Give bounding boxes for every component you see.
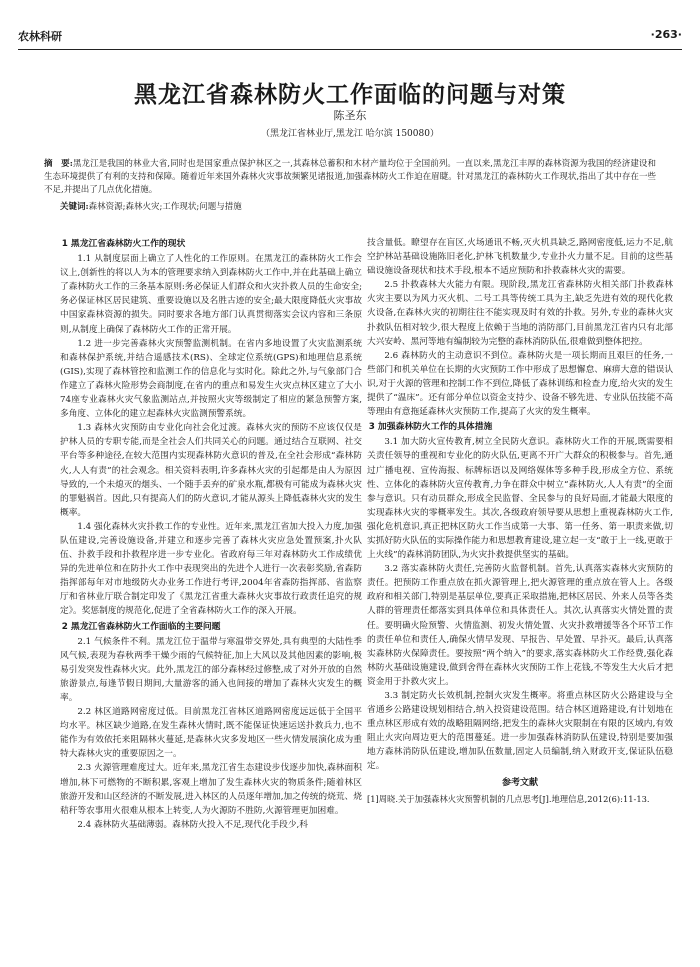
paragraph-3-2: 3.2 落实森林防火责任,完善防火监督机制。首先,认真落实森林火灾预防的责任。把预防工作重点放在抓火源管理上,把火源管理的重点放在管人上。各级政府和相关部门,特别是基层单位,要真正采取措施,把林区居民、外来人员等各类人群的管理责任都落实到具体单位和具体责任人。其次,认真落实火情处置的责任。要明确火险预警、火情监测、初发火情处置、火灾扑救增援等各个环节工作的责任单位和责任人,确保火情早发现、早报告、早处置、早扑灭。最后,认真落实森林防火保障责任。要按照“两个纳入”的要求,落实森林防火工作经费,强化森林防火基础设施建设,做到舍得在森林火灾预防工作上花钱,不等发生大火后才把资金用于扑救火灾上。 [367, 564, 673, 687]
paragraph-2-6: 2.6 森林防火的主动意识不到位。森林防火是一项长期而且艰巨的任务,一些部门和机关单位在长期的火灾预防工作中形成了思想懈怠、麻痹大意的错误认识,对于火源的管理和控制工作不到位,降低了森林训练和检查力度,给火灾的发生提供了“温床”。还有部分单位以资金支持少、设备不够先进、专业队伍技能不高等理由有意拖延森林火灾预防工作,提高了火灾的发生概率。 [367, 350, 673, 418]
paragraph-2-4: 2.4 森林防火基础薄弱。森林防火投入不足,现代化手段少,科 [77, 819, 308, 830]
abstract [44, 158, 656, 197]
journal-name: 农林科研 [18, 30, 62, 43]
paragraph-1-4: 1.4 强化森林火灾扑救工作的专业性。近年来,黑龙江省加大投入力度,加强队伍建设,完善设施设备,并建立和逐步完善了森林火灾应急处置预案,扑火队伍、扑救手段和扑救程序进一步专业化。省政府每三年对森林防火工作成绩优异的先进单位和在防扑火工作中表现突出的先进个人进行一次表彰奖励,省森防指挥部每年对市地级防火办业务工作进行考评,2004年省森防指挥部、省监察厅和省林业厅联合制定印发了《黑龙江省重大森林火灾事故行政责任追究的规定》。奖惩制度的规范化,促进了全省森林防火工作的深入开展。 [60, 521, 362, 617]
affiliation: （黑龙江省林业厅,黑龙江 哈尔滨 150080） [261, 129, 439, 139]
keywords [60, 201, 656, 214]
references-heading: 参考文献 [501, 777, 538, 788]
paragraph-2-5: 2.5 扑救森林大火能力有限。现阶段,黑龙江省森林防火相关部门扑救森林火灾主要以为风力灭火机、二号工具等传统工具为主,缺乏先进有效的现代化救火设备,在森林火灾的初期往往不能实现及时有效的扑救。另外,专业的森林火灾扑救队伍相对较少,很大程度上依赖于当地的消防部门,目前黑龙江省内只有北部大兴安岭、黑河等地有编制较为完整的森林消防队伍,很难做到整体把控。 [367, 280, 673, 347]
keywords-text: 森林资源;森林火灾;工作现状;问题与措施 [88, 202, 242, 212]
header-rule [18, 49, 682, 50]
section-heading-2: 2 黑龙江省森林防火工作面临的主要问题 [61, 621, 221, 632]
left-column [60, 236, 362, 954]
section-heading-1: 1 黑龙江省森林防火工作的现状 [61, 239, 186, 249]
paragraph-1-1: 1.1 从制度层面上确立了人性化的工作原则。在黑龙江的森林防火工作会议上,创新性的将以人为本的管理要求纳入到森林防火工作中,并在此基础上确立了森林防火工作的三条基本原则:务必保证人们群众和火灾扑救人员的生命安全;务必保证林区居民建筑、重要设施以及名胜古迹的安全;最大限度降低火灾事故中国家森林资源的损失。同时要求各地方部门认真贯彻落实会议内容和三条原则,从制度上确保了森林防火工作的正常开展。 [60, 254, 362, 335]
paragraph-1-2: 1.2 进一步完善森林火灾预警监测机制。在省内多地设置了火灾监测系统和森林保护系统,并结合遥感技术(RS)、全球定位系统(GPS)和地理信息系统(GIS),实现了森林管控和监测工作的信息化与实时化。除此之外,与气象部门合作建立了森林火险形势会商制度,在省内的重点和易发生火灾点林区建立了大小74座专业森林火灾气象监测站点,并按照火灾等级制定了相应的紧急预警方案,多角度、立体化的建立起森林火灾监测预警系统。 [60, 338, 362, 420]
author: 陈圣东 [333, 109, 367, 122]
page-number: ·263· [650, 28, 682, 41]
abstract-label: 摘 要: [44, 159, 73, 169]
paragraph-2-1: 2.1 气候条件不利。黑龙江位于温带与寒温带交界处,具有典型的大陆性季风气候,表现为春秋两季干燥少雨的气候特征,加上大风以及其他因素的影响,极易引发突发性森林火灾。此外,黑龙江的部分森林经过修整,成了对外开放的自然旅游景点,每逢节假日期间,大量游客的涌入也间接的增加了森林火灾发生的概率。 [60, 636, 362, 703]
paragraph-3-1: 3.1 加大防火宣传教育,树立全民防火意识。森林防火工作的开展,既需要相关责任领导的重视和专业化的防火队伍,更离不开广大群众的积极参与。首先,通过广播电视、宣传海报、标牌标语以及网络媒体等多种手段,形成全方位、系统性、立体化的森林防火宣传教育,力争在群众中树立“森林防火,人人有责”的全面参与意识。只有动员群众,形成全民监督、全民参与的良好局面,才能最大限度的实现森林火灾的零概率发生。其次,各级政府领导要从思想上重视森林防火工作,强化危机意识,真正把林区防火工作当成第一大事、第一任务、第一职责来做,切实抓好防火队伍的实际操作能力和思想教育建设,建立起一支“敢于上一线,更敢于上火线”的森林消防团队,为火灾扑救提供坚实的基础。 [367, 437, 673, 561]
keywords-label: 关键词: [60, 202, 89, 212]
paragraph-2-4-continued: 技含量低。瞭望存在盲区,火场通讯不畅,灭火机具缺乏,路网密度低,运力不足,航空护林站基础设施陈旧老化,护林飞机数量少,专业扑火力量不足。目前的这些基础设施设备现状和技术手段,根本不适应预防和扑救森林火灾的需要。 [367, 238, 673, 277]
paragraph-2-3: 2.3 火源管理难度过大。近年来,黑龙江省生态建设步伐逐步加快,森林面积增加,林下可燃物的不断积累,客观上增加了发生森林火灾的物质条件;随着林区旅游开发和山区经济的不断发展,进入林区的人员逐年增加,加之传统的烧荒、烧秸秆等农事用火很难从根本上转变,人为火源防不胜防,火源管理更加困难。 [60, 763, 362, 816]
section-heading-3: 3 加强森林防火工作的具体措施 [368, 422, 493, 433]
paragraph-3-3: 3.3 制定防火长效机制,控制火灾发生概率。将重点林区防火公路建设与全省通乡公路建设规划相结合,纳入投资建设范围。结合林区道路建设,有计划地在重点林区形成有效的战略阻隔网络,把发生的森林火灾限制在有限的区域内,有效阻止火灾向周边更大的范围蔓延。进一步加强森林消防队伍建设,特别是要加强地方森林消防队伍建设,增加队伍数量,固定人员编制,纳入财政开支,保证队伍稳定。 [367, 691, 673, 772]
paragraph-1-3: 1.3 森林火灾预防由专业化向社会化过渡。森林火灾的预防不应该仅仅是护林人员的专职专能,而是全社会人们共同关心的问题。通过结合互联网、社交平台等多种途径,在较大范围内实现森林防火意识的普及,在全社会形成“森林防火,人人有责”的社会观念。相关资料表明,许多森林火灾的引起都是由人为原因导致的,一个未熄灭的烟头、一个随手丢弃的矿泉水瓶,都极有可能成为森林火灾的罪魁祸首。因此,只有提高人们的防火意识,才能从源头上降低森林火灾的发生概率。 [60, 423, 362, 518]
running-header [18, 28, 682, 48]
article-title: 黑龙江省森林防火工作面临的问题与对策 [134, 82, 566, 108]
abstract-text: 黑龙江是我国的林业大省,同时也是国家重点保护林区之一,其森林总蓄积和木材产量均位于全国前列。一直以来,黑龙江丰厚的森林资源为我国的经济建设和生态环境提供了有利的支持和保障。随着近年来国外森林火灾事故频繁见诸报道,加强森林防火工作迫在眉睫。针对黑龙江的森林防火工作现状,指出了其中存在一些不足,并提出了几点优化措施。 [44, 159, 656, 195]
right-column [367, 236, 673, 954]
reference-1: [1]周晓.关于加强森林火灾预警机制的几点思考[J].地理信息,2012(6):11-13. [367, 793, 650, 804]
paragraph-2-2: 2.2 林区道路网密度过低。目前黑龙江省林区道路网密度远远低于全国平均水平。林区缺少道路,在发生森林火情时,既不能保证快速运送扑救兵力,也不能作为有效依托来阻隔林火蔓延,是森林火灾多发地区一些火情发展演化成为重特大森林火灾的重要原因之一。 [60, 707, 362, 760]
